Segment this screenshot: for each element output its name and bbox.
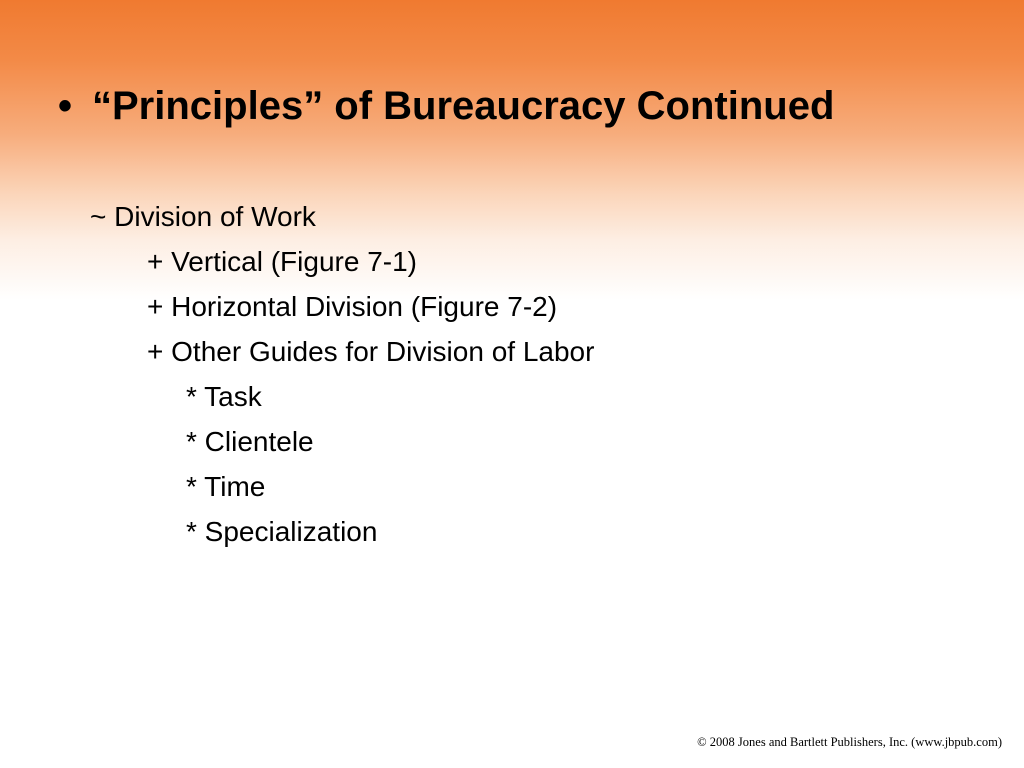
- horizontal-division-item: + Horizontal Division (Figure 7-2): [147, 291, 558, 322]
- title-text: “Principles” of Bureaucracy Continued: [92, 84, 835, 128]
- copyright-notice: © 2008 Jones and Bartlett Publishers, Inc. (www.jbpub.com): [697, 735, 1002, 749]
- task-item: * Task: [186, 381, 262, 412]
- specialization-item: * Specialization: [186, 516, 378, 547]
- other-guides-item: + Other Guides for Division of Labor: [147, 336, 595, 367]
- vertical-item: + Vertical (Figure 7-1): [147, 246, 417, 277]
- division-of-work-heading: ~ Division of Work: [90, 201, 316, 232]
- title-bullet: •: [58, 84, 73, 128]
- slide-title: [58, 80, 834, 132]
- time-item: * Time: [186, 471, 266, 502]
- clientele-item: * Clientele: [186, 426, 314, 457]
